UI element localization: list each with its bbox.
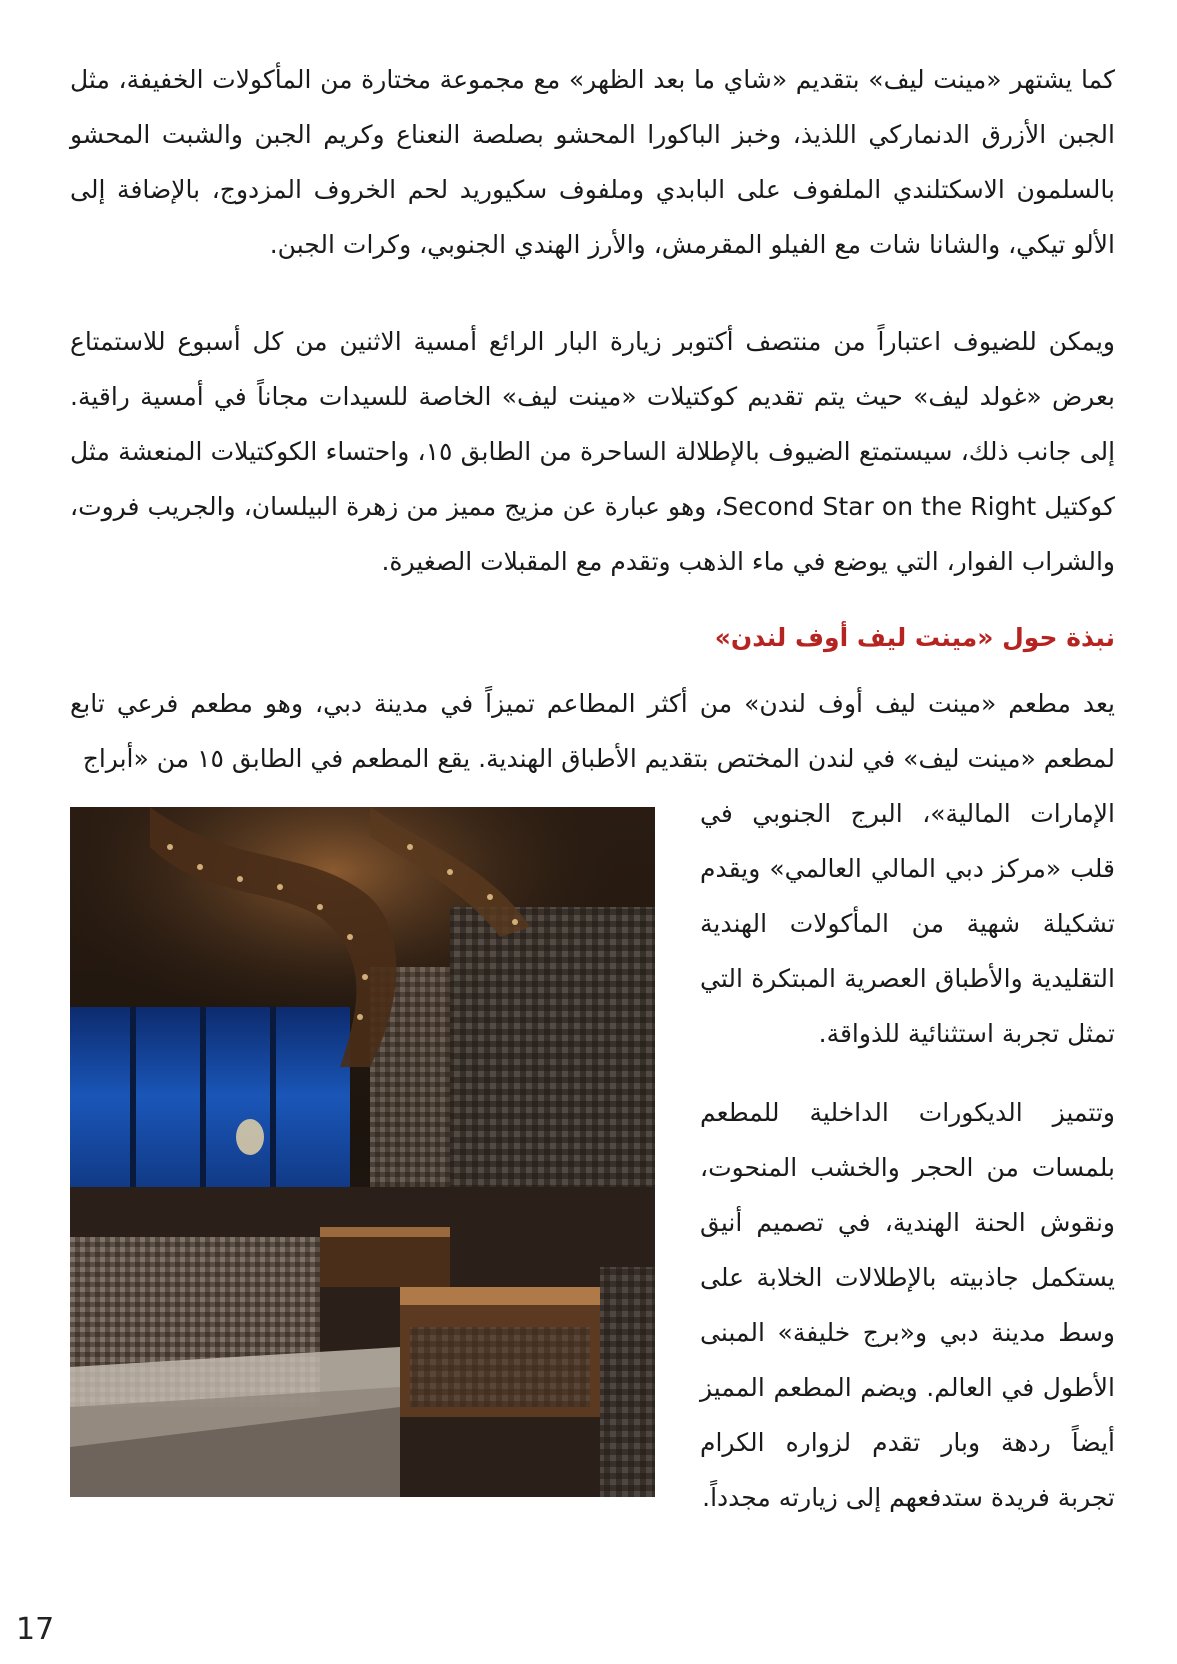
cocktail-name: Second Star on the Right	[722, 492, 1037, 521]
paragraph-decor: وتتميز الديكورات الداخلية للمطعم بلمسات من الحجر والخشب المنحوت، ونقوش الحنة الهندية، في تصميم أنيق يستكمل جاذبيته بالإطلالات الخلابة على وسط مدينة دبي و«برج خليفة» المبنى الأطول في العالم. ويضم المطعم المميز أيضاً ردهة وبار تقدم لزواره الكرام تجربة فريدة ستدفعهم إلى زيارته مجدداً.	[700, 1098, 1115, 1512]
paragraph-about-restaurant: يعد مطعم «مينت ليف أوف لندن» من أكثر المطاعم تميزاً في مدينة دبي، وهو مطعم فرعي تابع لمطعم «مينت ليف» في لندن المختص بتقديم الأطباق الهندية. يقع المطعم في الطابق ١٥ من «أبراج	[70, 689, 1115, 773]
paragraph-afternoon-tea: كما يشتهر «مينت ليف» بتقديم «شاي ما بعد الظهر» مع مجموعة مختارة من المأكولات الخفيفة، مثل الجبن الأزرق الدنماركي اللذيذ، وخبز الباكورا المحشو بصلصة النعناع وكريم الجبن والشبت المحشو بالسلمون الاسكتلندي الملفوف على البابدي وملفوف سكيوريد لحم الخروف المزدوج، بالإضافة إلى الألو تيكي، والشانا شات مع الفيلو المقرمش، والأرز الهندي الجنوبي، وكرات الجبن.	[70, 65, 1115, 259]
paragraph-location: الإمارات المالية»، البرج الجنوبي في قلب «مركز دبي المالي العالمي» ويقدم تشكيلة شهية من المأكولات الهندية التقليدية والأطباق العصرية المبتكرة التي تمثل تجربة استثنائية للذواقة.	[700, 799, 1115, 1048]
section-heading: نبذة حول «مينت ليف أوف لندن»	[714, 623, 1115, 652]
restaurant-interior-photo	[70, 807, 655, 1497]
restaurant-interior-image	[70, 807, 655, 1497]
paragraph-gold-leaf-text: ويمكن للضيوف اعتباراً من منتصف أكتوبر زيارة البار الرائع أمسية الاثنين من كل أسبوع للاستمتاع بعرض «غولد ليف» حيث يتم تقديم كوكتيلات «مينت ليف» الخاصة للسيدات مجاناً في أمسية راقية. إلى جانب ذلك، سيستمتع الضيوف بالإطلالة الساحرة من الطابق ١٥، واحتساء الكوكتيلات المنعشة مثل كوكتيل	[70, 327, 1116, 521]
paragraph-gold-leaf	[70, 314, 1115, 589]
paragraph-gold-leaf-text-end: ، وهو عبارة عن مزيج مميز من زهرة البيلسان، والجريب فروت، والشراب الفوار، التي يوضع في ماء الذهب وتقدم مع المقبلات الصغيرة.	[70, 492, 1115, 576]
page-number: 17	[16, 1612, 55, 1647]
